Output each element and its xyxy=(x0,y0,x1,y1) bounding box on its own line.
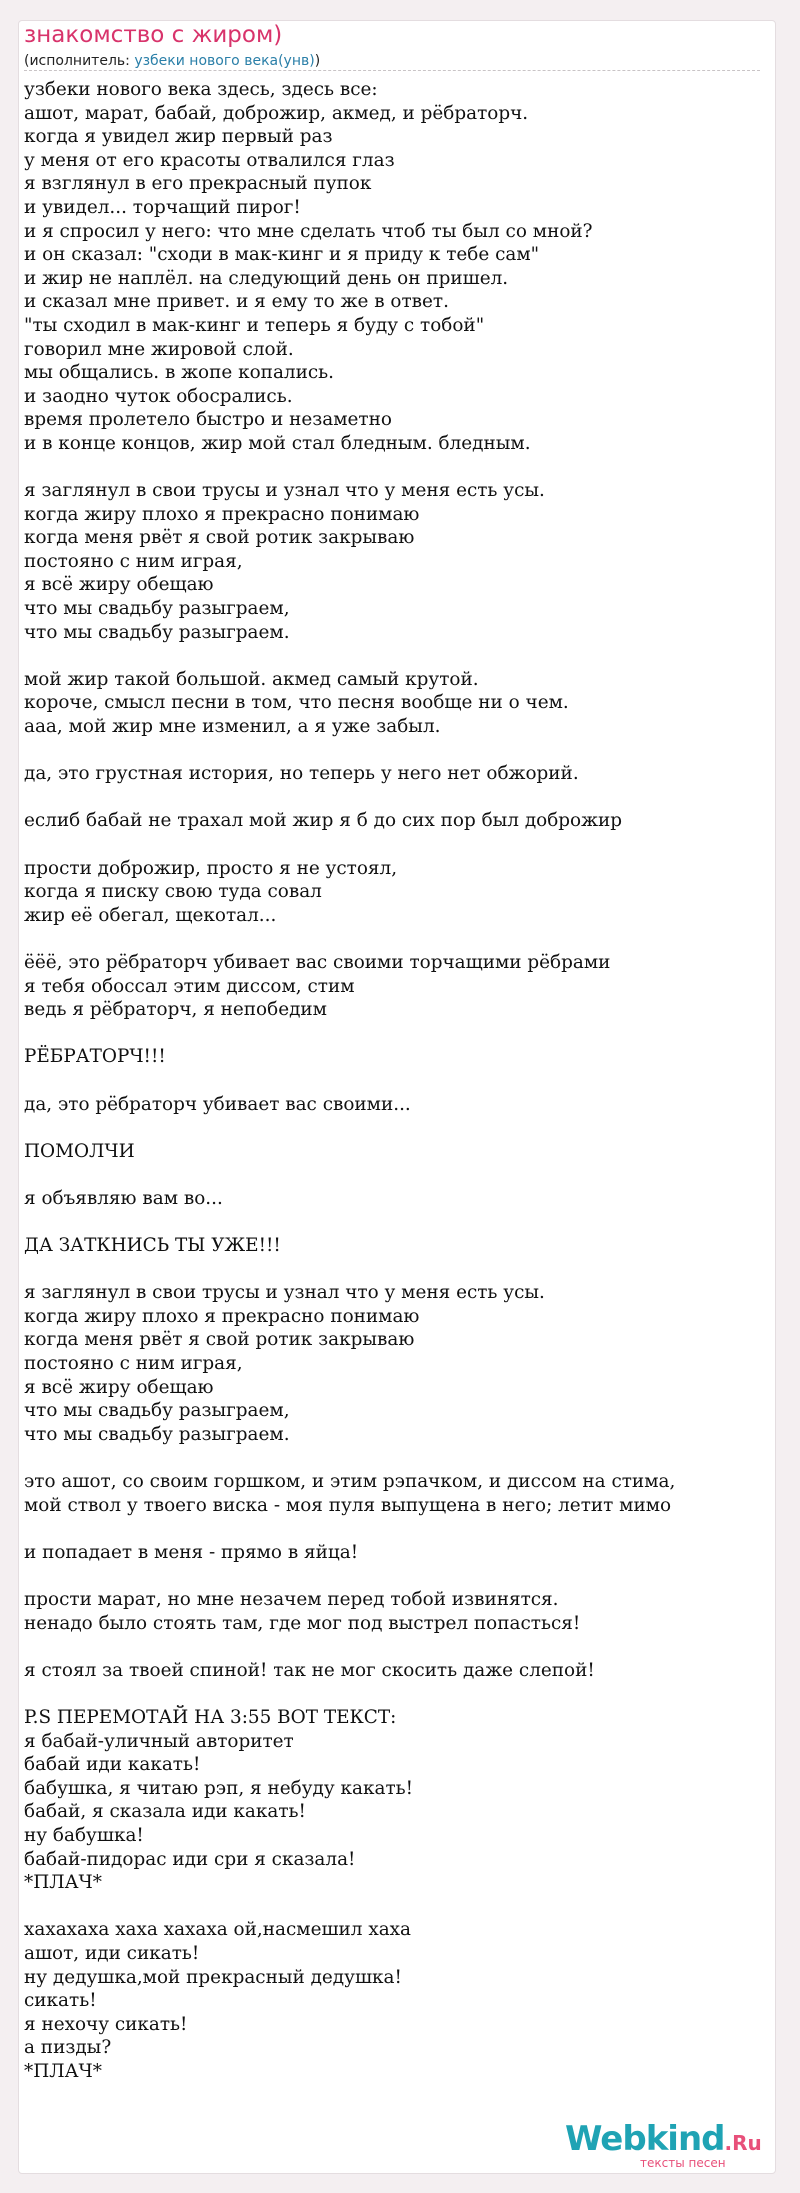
title-divider xyxy=(24,70,760,71)
lyrics-line: ашот, иди сикать! xyxy=(24,1942,200,1964)
lyrics-line: что мы свадьбу разыграем. xyxy=(24,621,290,643)
lyrics-line: я заглянул в свои трусы и узнал что у меня есть усы. xyxy=(24,1282,545,1304)
lyrics-line: и он сказал: "сходи в мак-кинг и я приду к тебе сам" xyxy=(24,244,540,266)
logo-tagline: тексты песен xyxy=(640,2156,726,2170)
lyrics-line: что мы свадьбу разыграем. xyxy=(24,1423,290,1445)
lyrics-blank-line xyxy=(24,456,760,480)
lyrics-line: а пизды? xyxy=(24,2037,112,2059)
lyrics-line: я всё жиру обещаю xyxy=(24,1376,214,1398)
lyrics-line: когда меня рвёт я свой ротик закрываю xyxy=(24,527,415,549)
lyrics-line: я объявляю вам во... xyxy=(24,1187,223,1209)
lyrics-line: *ПЛАЧ* xyxy=(24,2060,102,2082)
lyrics-line: бабай, я сказала иди какать! xyxy=(24,1801,306,1823)
lyrics-line: я тебя обоссал этим диссом, стим xyxy=(24,975,355,997)
lyrics-blank-line xyxy=(24,1517,760,1541)
lyrics-blank-line xyxy=(24,1211,760,1235)
lyrics-line: что мы свадьбу разыграем, xyxy=(24,1400,290,1422)
lyrics-line: я бабай-уличный авторитет xyxy=(24,1730,294,1752)
lyrics-line: когда я писку свою туда совал xyxy=(24,881,322,903)
lyrics-blank-line xyxy=(24,1446,760,1470)
lyrics-line: прости доброжир, просто я не устоял, xyxy=(24,857,398,879)
lyrics-line: сикать! xyxy=(24,1990,97,2012)
lyrics-line: ну бабушка! xyxy=(24,1824,144,1846)
lyrics-line: мой жир такой большой. акмед самый крутой. xyxy=(24,668,479,690)
lyrics-line: мой ствол у твоего виска - моя пуля выпущена в него; летит мимо xyxy=(24,1494,672,1516)
lyrics-blank-line xyxy=(24,1163,760,1187)
lyrics-line: P.S ПЕРЕМОТАЙ НА 3:55 ВОТ ТЕКСТ: xyxy=(24,1706,397,1728)
logo-tld: .Ru xyxy=(724,2131,762,2155)
lyrics-blank-line xyxy=(24,1635,760,1659)
performer-suffix: ) xyxy=(314,53,321,69)
lyrics-line: постояно с ним играя, xyxy=(24,1353,243,1375)
lyrics-line: ашот, марат, бабай, доброжир, акмед, и рёбраторч. xyxy=(24,102,529,124)
lyrics-line: *ПЛАЧ* xyxy=(24,1872,102,1894)
lyrics-blank-line xyxy=(24,1022,760,1046)
lyrics-line: да, это грустная история, но теперь у него нет обжорий. xyxy=(24,763,579,785)
lyrics-line: я всё жиру обещаю xyxy=(24,574,214,596)
lyrics-line: я нехочу сикать! xyxy=(24,2013,188,2035)
lyrics-blank-line xyxy=(24,1682,760,1706)
lyrics-line: и заодно чуток обосрались. xyxy=(24,385,293,407)
lyrics-line: еслиб бабай не трахал мой жир я б до сих пор был доброжир xyxy=(24,810,623,832)
song-title: знакомство с жиром) xyxy=(24,22,283,48)
lyrics-line: ну дедушка,мой прекрасный дедушка! xyxy=(24,1966,402,1988)
lyrics-line: ёёё, это рёбраторч убивает вас своими торчащими рёбрами xyxy=(24,951,611,973)
lyrics-line: жир её обегал, щекотал... xyxy=(24,904,277,926)
lyrics-line: это ашот, со своим горшком, и этим рэпачком, и диссом на стима, xyxy=(24,1471,676,1493)
lyrics-line: ДА ЗАТКНИСЬ ТЫ УЖЕ!!! xyxy=(24,1235,281,1257)
performer-link[interactable]: узбеки нового века(унв) xyxy=(134,53,315,69)
lyrics-line: когда жиру плохо я прекрасно понимаю xyxy=(24,503,420,525)
lyrics-line: я заглянул в свои трусы и узнал что у меня есть усы. xyxy=(24,480,545,502)
lyrics-line: говорил мне жировой слой. xyxy=(24,338,294,360)
lyrics-line: и я спросил у него: что мне сделать чтоб ты был со мной? xyxy=(24,220,593,242)
lyrics-line: да, это рёбраторч убивает вас своими... xyxy=(24,1093,411,1115)
lyrics-line: бабай-пидорас иди сри я сказала! xyxy=(24,1848,356,1870)
lyrics-line: ааа, мой жир мне изменил, а я уже забыл. xyxy=(24,716,441,738)
lyrics-line: прости марат, но мне незачем перед тобой извинятся. xyxy=(24,1589,559,1610)
lyrics-line: и попадает в меня - прямо в яйца! xyxy=(24,1541,359,1563)
lyrics-line: я взглянул в его прекрасный пупок xyxy=(24,173,372,195)
performer-prefix: (исполнитель: xyxy=(24,53,135,69)
lyrics-line: ведь я рёбраторч, я непобедим xyxy=(24,999,327,1021)
lyrics-line: когда жиру плохо я прекрасно понимаю xyxy=(24,1305,420,1327)
lyrics-blank-line xyxy=(24,1258,760,1282)
lyrics-line: я стоял за твоей спиной! так не мог скосить даже слепой! xyxy=(24,1659,595,1681)
lyrics-line: и сказал мне привет. и я ему то же в ответ. xyxy=(24,291,449,313)
lyrics-line: когда я увидел жир первый раз xyxy=(24,126,333,148)
lyrics-line: короче, смысл песни в том, что песня вообще ни о чем. xyxy=(24,692,569,714)
lyrics-blank-line xyxy=(24,1895,760,1919)
site-logo[interactable] xyxy=(565,2119,762,2160)
lyrics-line: ненадо было стоять там, где мог под выстрел попасться! xyxy=(24,1612,581,1634)
lyrics-blank-line xyxy=(24,833,760,857)
lyrics-blank-line xyxy=(24,1069,760,1093)
lyrics-line: бабай иди какать! xyxy=(24,1754,201,1776)
lyrics-blank-line xyxy=(24,927,760,951)
lyrics-line: и увидел... торчащий пирог! xyxy=(24,196,301,218)
lyrics-line: хахахаха хаха хахаха ой,насмешил хаха xyxy=(24,1919,412,1941)
lyrics-line: бабушка, я читаю рэп, я небуду какать! xyxy=(24,1777,414,1799)
lyrics-line: и в конце концов, жир мой стал бледным. бледным. xyxy=(24,432,531,454)
lyrics-line: когда меня рвёт я свой ротик закрываю xyxy=(24,1329,415,1351)
logo-main: Webkind xyxy=(565,2119,725,2159)
lyrics-line: узбеки нового века здесь, здесь все: xyxy=(24,79,378,100)
lyrics-line: и жир не наплёл. на следующий день он пришел. xyxy=(24,267,509,289)
performer-line xyxy=(24,52,320,70)
lyrics-line: что мы свадьбу разыграем, xyxy=(24,598,290,620)
lyrics-blank-line xyxy=(24,1116,760,1140)
lyrics-blank-line xyxy=(24,1564,760,1588)
lyrics-line: РЁБРАТОРЧ!!! xyxy=(24,1046,166,1068)
lyrics-blank-line xyxy=(24,644,760,668)
lyrics-line: ПОМОЛЧИ xyxy=(24,1140,135,1162)
lyrics-line: постояно с ним играя, xyxy=(24,550,243,572)
lyrics-line: у меня от его красоты отвалился глаз xyxy=(24,149,395,171)
lyrics-line: время пролетело быстро и незаметно xyxy=(24,409,392,431)
lyrics-line: мы общались. в жопе копались. xyxy=(24,362,335,384)
lyrics-blank-line xyxy=(24,786,760,810)
lyrics-text xyxy=(24,78,760,2083)
lyrics-blank-line xyxy=(24,739,760,763)
lyrics-line: "ты сходил в мак-кинг и теперь я буду с тобой" xyxy=(24,314,485,336)
